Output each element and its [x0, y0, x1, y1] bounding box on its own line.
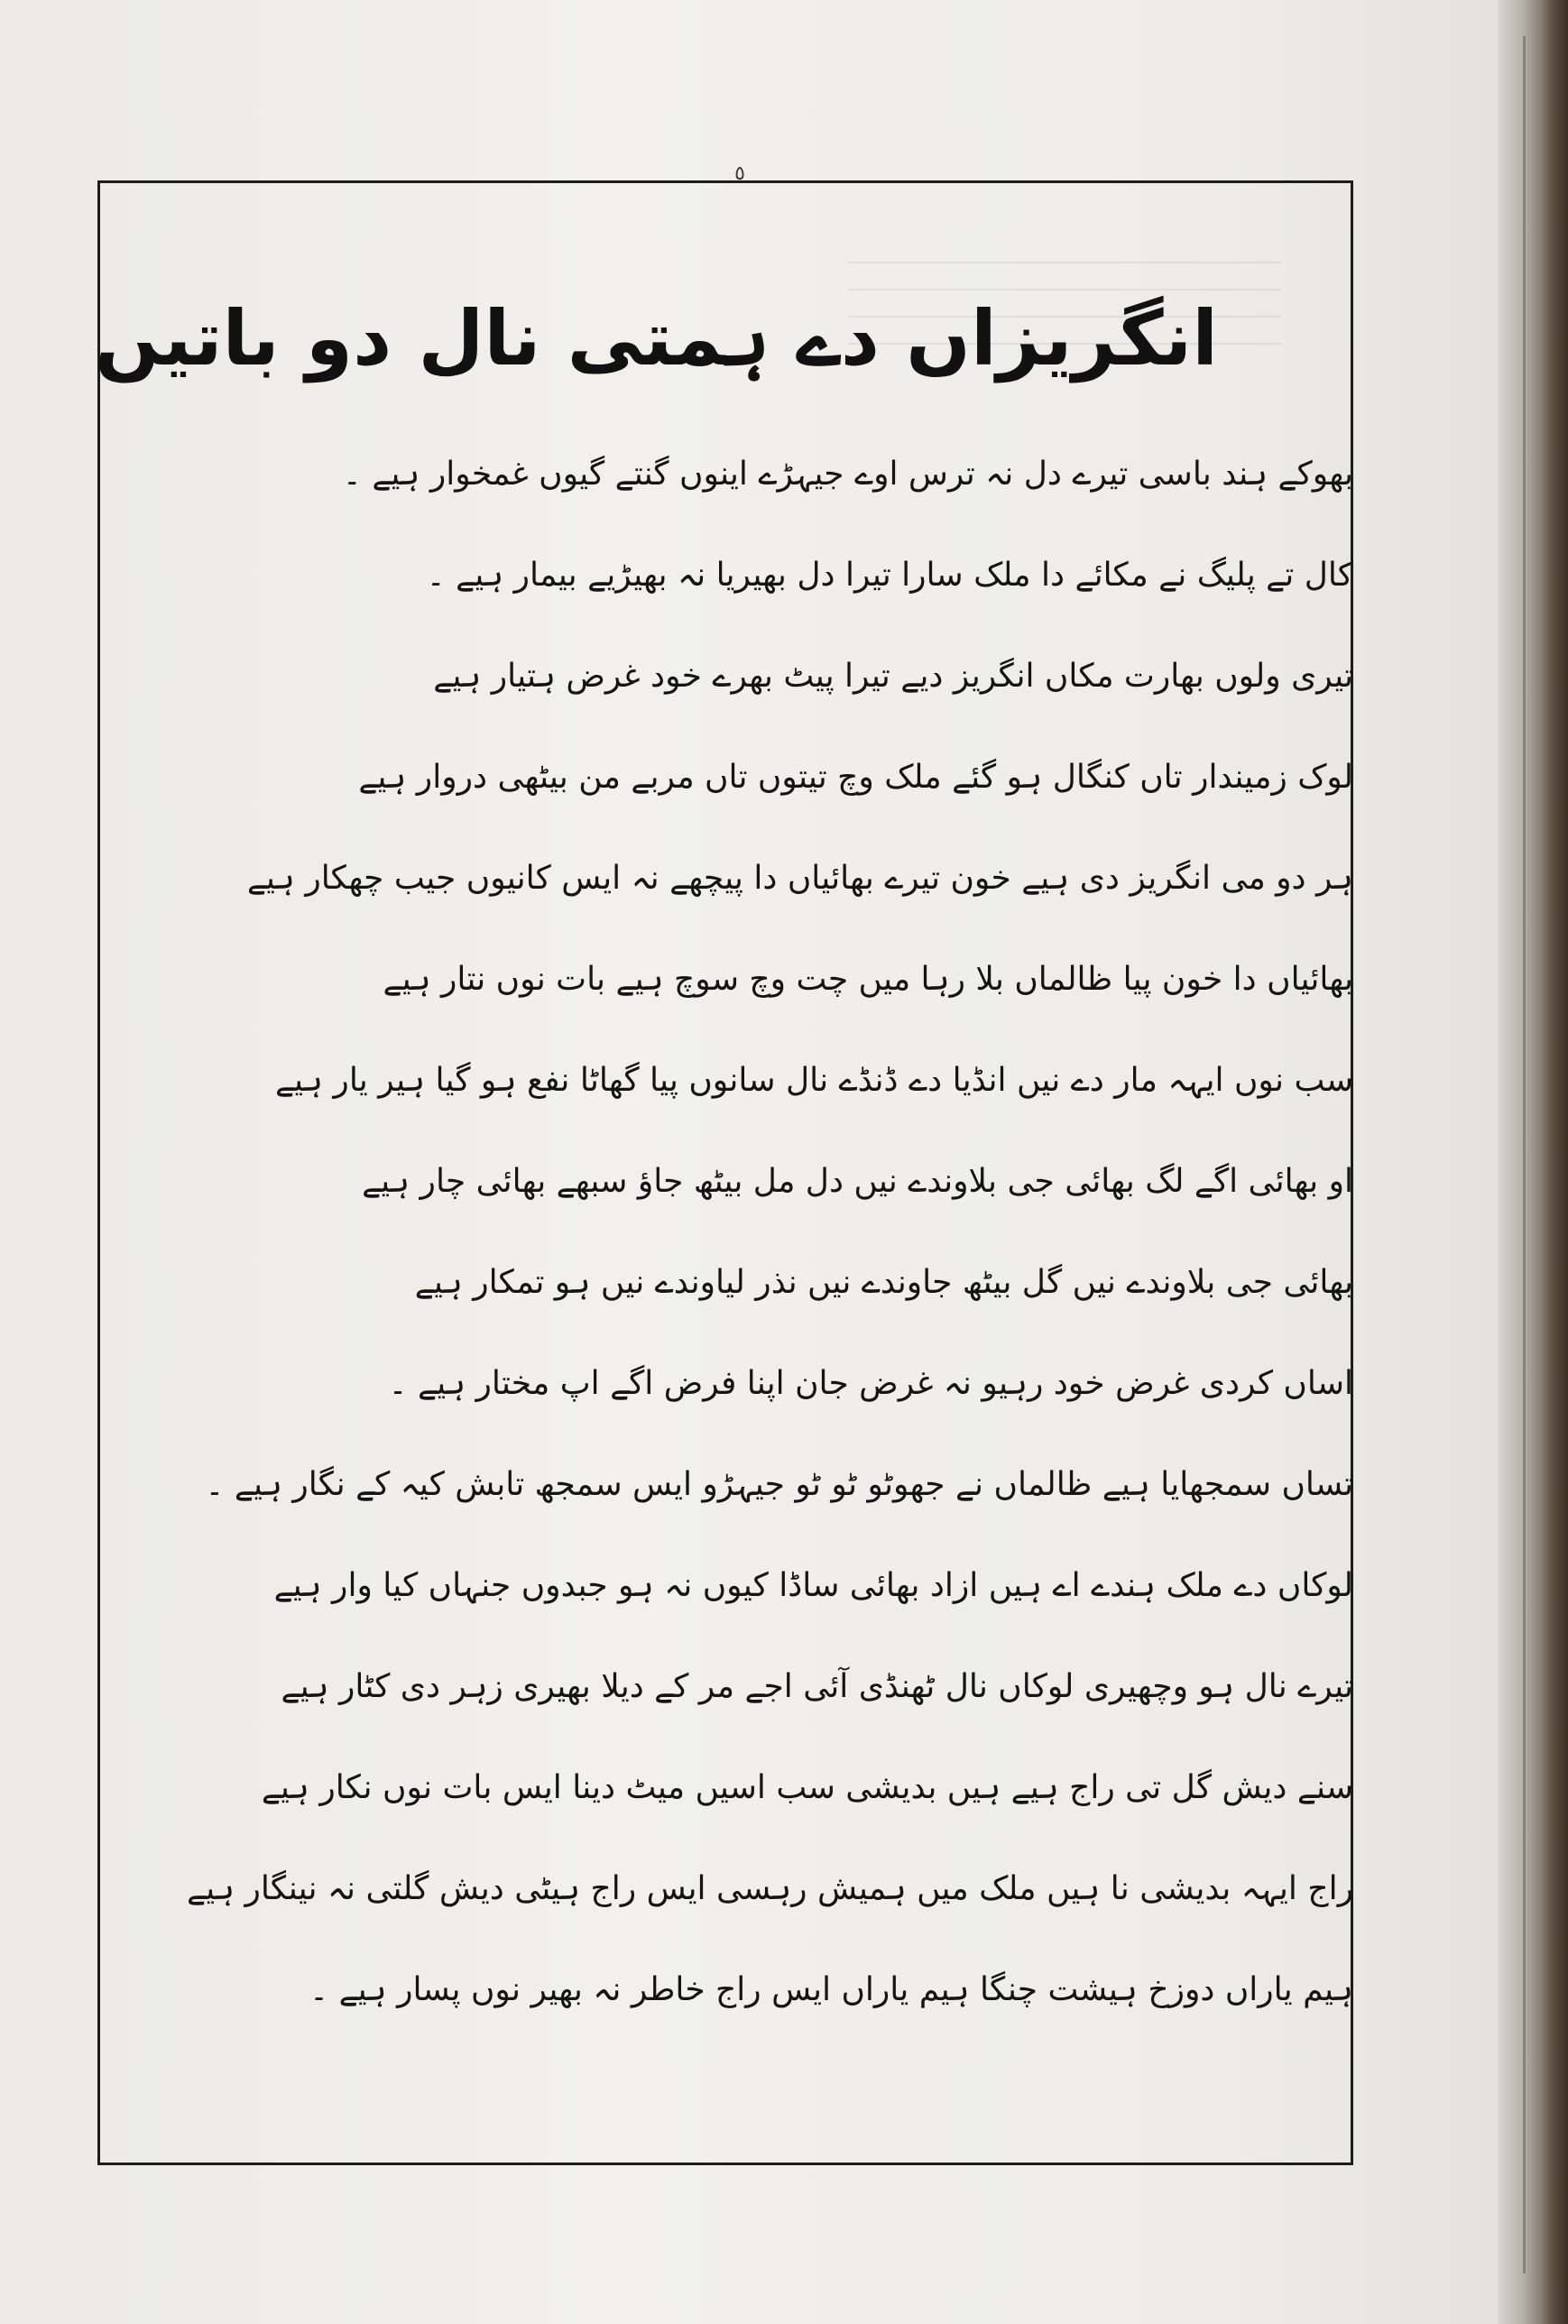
poem-line: تیرے نال ہو وچھیری لوکاں نال ٹھنڈی آئی اجے مر کے دیلا بھیری زہر دی کٹار ہیے: [281, 1668, 1353, 1705]
poem-line: بھائیاں دا خون پیا ظالماں بلا رہا میں چت وچ سوچ ہیے بات نوں نتار ہیے: [383, 961, 1353, 998]
poem-line: اساں کردی غرض خود رہیو نہ غرض جان اپنا فرض اگے اپ مختار ہیے ۔: [388, 1365, 1353, 1402]
poem-line: سب نوں ایہہ مار دے نیں انڈیا دے ڈنڈے نال سانوں پیا گھاٹا نفع ہو گیا ہیر یار ہیے: [274, 1062, 1353, 1099]
poem-line: ہر دو می انگریز دی ہیے خون تیرے بھائیاں دا پیچھے نہ ایس کانیوں جیب چھکار ہیے: [246, 860, 1353, 897]
poem-line: بھائی جی بلاوندے نیں گل بیٹھ جاوندے نیں نذر لیاوندے نیں ہو تمکار ہیے: [414, 1264, 1353, 1301]
poem-line: راج ایہہ بدیشی نا ہیں ملک میں ہمیش رہسی ایس راج ہیٹی دیش گلتی نہ نینگار ہیے: [187, 1870, 1353, 1907]
binding-shadow-line: [1523, 36, 1526, 2273]
poem-line: تساں سمجھایا ہیے ظالماں نے جھوٹو ٹو ٹو جیہڑو ایس سمجھ تابش کیہ کے نگار ہیے ۔: [205, 1466, 1353, 1503]
poem-title: انگریزاں دے ہمتی نال دو باتیں: [95, 294, 1218, 383]
page-mark: ٥: [734, 162, 745, 185]
poem-line: ہیم یاراں دوزخ ہیشت چنگا ہیم یاراں ایس راج خاطر نہ بھیر نوں پسار ہیے ۔: [309, 1971, 1353, 2008]
poem-line: تیری ولوں بھارت مکاں انگریز دیے تیرا پیٹ بھرے خود غرض ہتیار ہیے: [433, 658, 1353, 695]
book-binding-edge: [1498, 0, 1568, 2324]
poem-line: لوکاں دے ملک ہندے اے ہیں ازاد بھائی ساڈا کیوں نہ ہو جبدوں جنہاں کیا وار ہیے: [273, 1567, 1353, 1604]
poem-body: [171, 424, 1353, 2156]
poem-line: بھوکے ہند باسی تیرے دل نہ ترس اوے جیہڑے اینوں گنتے گیوں غمخوار ہیے ۔: [342, 456, 1353, 493]
poem-line: سنے دیش گل تی راج ہیے ہیں بدیشی سب اسیں میٹ دینا ایس بات نوں نکار ہیے: [261, 1769, 1353, 1806]
poem-line: او بھائی اگے لگ بھائی جی بلاوندے نیں دل مل بیٹھ جاؤ سبھے بھائی چار ہیے: [362, 1163, 1353, 1200]
poem-line: کال تے پلیگ نے مکائے دا ملک سارا تیرا دل بھیریا نہ بھیڑیے بیمار ہیے ۔: [426, 557, 1353, 594]
poem-line: لوک زمیندار تاں کنگال ہو گئے ملک وچ تیتوں تاں مربے من بیٹھی دروار ہیے: [358, 759, 1353, 796]
